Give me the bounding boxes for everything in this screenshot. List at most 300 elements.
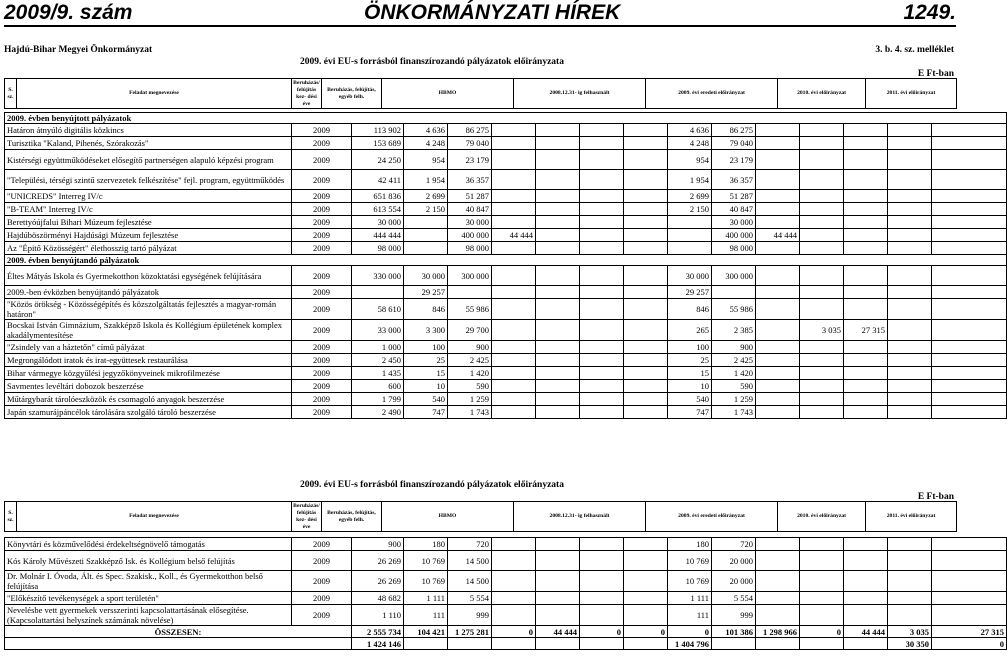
col-2010-2: 2010. évi előirányzat <box>778 502 866 532</box>
value-cell: 720 <box>448 538 492 551</box>
total-cell: 1 298 966 <box>756 626 800 638</box>
col-2011: 2011. évi előirányzat <box>866 79 957 109</box>
value-cell <box>888 592 932 605</box>
value-cell <box>580 354 624 367</box>
col-year: Beruházás/ felújítás kez- dési éve <box>293 79 320 107</box>
value-cell <box>624 393 668 406</box>
value-cell: 55 986 <box>448 299 492 320</box>
value-cell <box>888 367 932 380</box>
value-cell: 590 <box>712 380 756 393</box>
value-cell <box>580 393 624 406</box>
projects-table-2 <box>4 537 1007 650</box>
start-year: 2009 <box>292 216 352 229</box>
total-cell: 0 <box>492 626 536 638</box>
value-cell: 30 000 <box>712 216 756 229</box>
value-cell <box>844 286 888 299</box>
start-year: 2009 <box>292 203 352 216</box>
value-cell <box>932 150 1007 170</box>
value-cell <box>624 190 668 203</box>
value-cell <box>800 299 844 320</box>
value-cell: 36 357 <box>448 170 492 190</box>
value-cell <box>756 605 800 626</box>
value-cell: 44 444 <box>492 229 536 242</box>
value-cell: 720 <box>712 538 756 551</box>
value-cell <box>492 551 536 571</box>
value-cell <box>580 124 624 137</box>
value-cell: 111 <box>668 605 712 626</box>
col-name-2: Feladat megnevezése <box>17 502 292 532</box>
value-cell <box>888 380 932 393</box>
total-cell-2 <box>624 638 668 650</box>
start-year: 2009 <box>292 124 352 137</box>
task-name: Műtárgybarát tárolóeszközök és csomagoló anyagok beszerzése <box>5 393 292 406</box>
total-label: ÖSSZESEN: <box>5 626 352 638</box>
value-cell <box>844 571 888 592</box>
table-row <box>5 393 1007 406</box>
value-cell: 98 000 <box>712 242 756 255</box>
value-cell <box>844 406 888 419</box>
value-cell <box>624 150 668 170</box>
value-cell <box>404 242 448 255</box>
value-cell: 33 000 <box>352 320 404 341</box>
value-cell: 300 000 <box>712 266 756 286</box>
value-cell: 590 <box>448 380 492 393</box>
publication-title: ÖNKORMÁNYZATI HÍREK <box>364 1 621 24</box>
value-cell: 1 259 <box>448 393 492 406</box>
value-cell: 747 <box>404 406 448 419</box>
value-cell <box>536 190 580 203</box>
value-cell <box>756 170 800 190</box>
start-year: 2009 <box>292 229 352 242</box>
value-cell: 30 000 <box>404 266 448 286</box>
value-cell <box>844 551 888 571</box>
col-sz-2: S. sz. <box>5 502 17 532</box>
start-year: 2009 <box>292 538 352 551</box>
value-cell: 2 490 <box>352 406 404 419</box>
total-cell: 0 <box>624 626 668 638</box>
value-cell <box>756 406 800 419</box>
value-cell: 2 425 <box>712 354 756 367</box>
table-row <box>5 406 1007 419</box>
value-cell: 20 000 <box>712 551 756 571</box>
value-cell: 1 111 <box>668 592 712 605</box>
value-cell: 540 <box>668 393 712 406</box>
value-cell <box>580 190 624 203</box>
start-year: 2009 <box>292 341 352 354</box>
value-cell: 20 000 <box>712 571 756 592</box>
value-cell <box>800 571 844 592</box>
start-year: 2009 <box>292 605 352 626</box>
value-cell <box>932 299 1007 320</box>
col-year-2: Beruházás/ felújítás kez- dési éve <box>293 502 320 530</box>
value-cell: 265 <box>668 320 712 341</box>
value-cell: 15 <box>404 367 448 380</box>
start-year: 2009 <box>292 406 352 419</box>
value-cell <box>756 203 800 216</box>
value-cell <box>932 592 1007 605</box>
table-row <box>5 216 1007 229</box>
value-cell: 30 000 <box>352 216 404 229</box>
value-cell <box>800 406 844 419</box>
total-cell-2 <box>800 638 844 650</box>
value-cell <box>888 299 932 320</box>
value-cell <box>800 216 844 229</box>
value-cell <box>624 320 668 341</box>
task-name: "Települési, térségi szintű szervezetek felkészítése" fejl. program, együttműködés <box>5 170 292 190</box>
task-name: "Előkészítő tevékenységek a sport területén" <box>5 592 292 605</box>
value-cell <box>800 538 844 551</box>
value-cell <box>624 571 668 592</box>
value-cell: 36 357 <box>712 170 756 190</box>
value-cell <box>756 367 800 380</box>
value-cell: 30 000 <box>668 266 712 286</box>
table-row <box>5 150 1007 170</box>
value-cell <box>932 380 1007 393</box>
value-cell: 1 435 <box>352 367 404 380</box>
value-cell <box>888 571 932 592</box>
value-cell <box>536 341 580 354</box>
start-year: 2009 <box>292 150 352 170</box>
value-cell <box>624 286 668 299</box>
value-cell <box>352 286 404 299</box>
value-cell <box>932 571 1007 592</box>
value-cell: 10 <box>404 380 448 393</box>
value-cell <box>580 299 624 320</box>
task-name: 2009.-ben évközben benyújtandó pályázatok <box>5 286 292 299</box>
value-cell <box>492 406 536 419</box>
value-cell <box>492 341 536 354</box>
total-cell-2: 0 <box>932 638 1007 650</box>
value-cell: 4 248 <box>668 137 712 150</box>
table-row <box>5 190 1007 203</box>
start-year: 2009 <box>292 393 352 406</box>
table-row <box>5 286 1007 299</box>
page-header <box>4 2 956 24</box>
value-cell: 98 000 <box>448 242 492 255</box>
value-cell <box>580 592 624 605</box>
value-cell <box>932 538 1007 551</box>
value-cell: 10 769 <box>404 551 448 571</box>
value-cell <box>536 229 580 242</box>
table-row <box>5 592 1007 605</box>
value-cell <box>624 242 668 255</box>
task-name: "Közös örökség - Közösségépítés és közszolgáltatás fejlesztés a magyar-román határon" <box>5 299 292 320</box>
table-row <box>5 137 1007 150</box>
value-cell <box>536 286 580 299</box>
total-cell: 0 <box>580 626 624 638</box>
total-cell: 44 444 <box>536 626 580 638</box>
value-cell <box>756 551 800 571</box>
value-cell: 1 743 <box>448 406 492 419</box>
col-hbmo-2: HBMO <box>382 502 514 532</box>
value-cell <box>492 137 536 150</box>
section-heading: 2009. évben benyújtandó pályázatok <box>5 255 1007 266</box>
value-cell <box>624 137 668 150</box>
total-cell-2: 1 424 146 <box>352 638 404 650</box>
value-cell <box>932 605 1007 626</box>
value-cell <box>492 393 536 406</box>
value-cell <box>800 266 844 286</box>
value-cell <box>932 170 1007 190</box>
task-name: "B-TEAM" Interreg IV/c <box>5 203 292 216</box>
section-heading: 2009. évben benyújtott pályázatok <box>5 113 1007 124</box>
value-cell <box>492 320 536 341</box>
value-cell <box>536 170 580 190</box>
value-cell: 111 <box>404 605 448 626</box>
value-cell <box>492 190 536 203</box>
table-row <box>5 266 1007 286</box>
value-cell: 444 444 <box>352 229 404 242</box>
table-row <box>5 299 1007 320</box>
value-cell: 10 <box>668 380 712 393</box>
task-name: Japán szamurájpáncélok tárolására szolgáló tároló beszerzése <box>5 406 292 419</box>
value-cell: 10 769 <box>404 571 448 592</box>
value-cell <box>800 137 844 150</box>
value-cell: 29 700 <box>448 320 492 341</box>
value-cell <box>888 341 932 354</box>
task-name: Berettyóújfalui Bihari Múzeum fejlesztése <box>5 216 292 229</box>
value-cell <box>888 551 932 571</box>
value-cell <box>932 190 1007 203</box>
value-cell <box>756 341 800 354</box>
value-cell <box>536 605 580 626</box>
total-cell-2 <box>844 638 888 650</box>
unit-label: E Ft-ban <box>917 69 954 79</box>
value-cell <box>756 538 800 551</box>
value-cell: 1 111 <box>404 592 448 605</box>
table-header-1 <box>4 78 957 109</box>
value-cell <box>492 203 536 216</box>
table-row <box>5 124 1007 137</box>
value-cell <box>580 380 624 393</box>
value-cell <box>712 286 756 299</box>
value-cell <box>536 406 580 419</box>
col-orig-2: 2009. évi eredeti előirányzat <box>646 502 778 532</box>
value-cell <box>536 592 580 605</box>
value-cell: 999 <box>448 605 492 626</box>
value-cell <box>844 367 888 380</box>
total-cell-2 <box>448 638 492 650</box>
total-cell: 0 <box>800 626 844 638</box>
value-cell: 900 <box>712 341 756 354</box>
value-cell <box>624 124 668 137</box>
value-cell <box>756 592 800 605</box>
value-cell: 23 179 <box>712 150 756 170</box>
header-rule <box>4 25 956 27</box>
value-cell <box>492 286 536 299</box>
value-cell <box>536 150 580 170</box>
value-cell <box>932 406 1007 419</box>
page-number: 1249. <box>903 1 956 24</box>
col-orig: 2009. évi eredeti előirányzat <box>646 79 778 109</box>
value-cell: 42 411 <box>352 170 404 190</box>
value-cell: 613 554 <box>352 203 404 216</box>
total-cell-2 <box>404 638 448 650</box>
value-cell: 1 420 <box>712 367 756 380</box>
value-cell <box>756 242 800 255</box>
value-cell <box>580 551 624 571</box>
value-cell <box>536 571 580 592</box>
value-cell <box>580 341 624 354</box>
value-cell <box>756 286 800 299</box>
table-row <box>5 229 1007 242</box>
value-cell <box>932 393 1007 406</box>
value-cell: 5 554 <box>712 592 756 605</box>
value-cell <box>844 190 888 203</box>
value-cell: 79 040 <box>712 137 756 150</box>
value-cell <box>844 354 888 367</box>
start-year: 2009 <box>292 170 352 190</box>
value-cell: 2 385 <box>712 320 756 341</box>
value-cell <box>800 605 844 626</box>
table-row <box>5 203 1007 216</box>
value-cell: 954 <box>404 150 448 170</box>
task-name: Bocskai István Gimnázium, Szakképző Iskola és Kollégium épületének komplex akadálymentesítése <box>5 320 292 341</box>
start-year: 2009 <box>292 571 352 592</box>
total-cell: 104 421 <box>404 626 448 638</box>
col-used-2: 2008.12.31- ig felhasznált <box>514 502 646 532</box>
appendix-label: 3. b. 4. sz. melléklet <box>875 45 954 55</box>
total-cell-2 <box>712 638 756 650</box>
table-row <box>5 242 1007 255</box>
value-cell <box>404 216 448 229</box>
value-cell <box>536 354 580 367</box>
value-cell <box>844 124 888 137</box>
value-cell: 15 <box>668 367 712 380</box>
total-cell-2 <box>536 638 580 650</box>
value-cell <box>536 380 580 393</box>
task-name: Bihar vármegye közgyűlési jegyzőkönyveinek mikrofilmezése <box>5 367 292 380</box>
value-cell: 1 000 <box>352 341 404 354</box>
col-2010: 2010. évi előirányzat <box>778 79 866 109</box>
value-cell <box>580 605 624 626</box>
value-cell <box>492 571 536 592</box>
value-cell: 58 610 <box>352 299 404 320</box>
value-cell: 25 <box>668 354 712 367</box>
value-cell: 25 <box>404 354 448 367</box>
value-cell <box>888 216 932 229</box>
value-cell: 29 257 <box>668 286 712 299</box>
value-cell <box>932 242 1007 255</box>
total-cell: 1 275 281 <box>448 626 492 638</box>
value-cell <box>932 124 1007 137</box>
col-budget-2: Beruházás, felújítás, egyéb felh. <box>322 502 382 532</box>
projects-table-1 <box>4 112 1007 419</box>
section-heading-row <box>5 113 1007 124</box>
value-cell: 2 425 <box>448 354 492 367</box>
value-cell <box>888 150 932 170</box>
total-cell-2: 30 350 <box>888 638 932 650</box>
value-cell: 100 <box>668 341 712 354</box>
value-cell: 98 000 <box>352 242 404 255</box>
value-cell <box>536 551 580 571</box>
value-cell: 4 248 <box>404 137 448 150</box>
table-row <box>5 354 1007 367</box>
value-cell <box>932 216 1007 229</box>
value-cell: 540 <box>404 393 448 406</box>
value-cell <box>580 266 624 286</box>
value-cell: 1 743 <box>712 406 756 419</box>
value-cell: 48 682 <box>352 592 404 605</box>
value-cell <box>932 266 1007 286</box>
value-cell <box>536 242 580 255</box>
value-cell <box>756 137 800 150</box>
value-cell: 900 <box>448 341 492 354</box>
table-row <box>5 341 1007 354</box>
value-cell: 4 636 <box>404 124 448 137</box>
value-cell <box>580 150 624 170</box>
value-cell: 86 275 <box>712 124 756 137</box>
value-cell <box>932 320 1007 341</box>
value-cell <box>668 216 712 229</box>
value-cell: 10 769 <box>668 551 712 571</box>
value-cell <box>536 538 580 551</box>
table-row <box>5 551 1007 571</box>
value-cell <box>624 354 668 367</box>
value-cell <box>580 170 624 190</box>
value-cell <box>932 551 1007 571</box>
value-cell <box>536 266 580 286</box>
value-cell <box>800 354 844 367</box>
task-name: "UNICREDS" Interreg IV/c <box>5 190 292 203</box>
value-cell <box>756 571 800 592</box>
value-cell <box>888 266 932 286</box>
value-cell: 2 150 <box>668 203 712 216</box>
value-cell <box>580 137 624 150</box>
value-cell: 51 287 <box>448 190 492 203</box>
value-cell <box>756 216 800 229</box>
task-name: Könyvtári és közművelődési érdekeltségnövelő támogatás <box>5 538 292 551</box>
value-cell <box>800 551 844 571</box>
value-cell <box>536 367 580 380</box>
value-cell <box>756 299 800 320</box>
value-cell <box>844 605 888 626</box>
value-cell <box>580 367 624 380</box>
value-cell <box>492 367 536 380</box>
value-cell: 2 699 <box>404 190 448 203</box>
value-cell: 30 000 <box>448 216 492 229</box>
value-cell: 954 <box>668 150 712 170</box>
value-cell <box>844 592 888 605</box>
value-cell <box>888 393 932 406</box>
value-cell <box>888 320 932 341</box>
value-cell <box>536 137 580 150</box>
value-cell <box>624 299 668 320</box>
value-cell <box>888 538 932 551</box>
value-cell: 2 450 <box>352 354 404 367</box>
value-cell <box>932 367 1007 380</box>
task-name: Hajdúböszörményi Hajdúsági Múzeum fejlesztése <box>5 229 292 242</box>
value-cell <box>800 190 844 203</box>
value-cell: 747 <box>668 406 712 419</box>
table-row <box>5 170 1007 190</box>
value-cell <box>668 229 712 242</box>
value-cell <box>888 229 932 242</box>
value-cell <box>844 137 888 150</box>
value-cell <box>580 242 624 255</box>
value-cell <box>844 341 888 354</box>
task-name: Kós Károly Művészeti Szakképző Isk. és Kollégium belső felújítás <box>5 551 292 571</box>
value-cell <box>888 170 932 190</box>
value-cell <box>492 592 536 605</box>
value-cell <box>536 203 580 216</box>
value-cell <box>492 242 536 255</box>
value-cell <box>624 229 668 242</box>
total-cell: 0 <box>668 626 712 638</box>
total-cell: 44 444 <box>844 626 888 638</box>
task-name: Éltes Mátyás Iskola és Gyermekotthon közoktatási egységének felújítására <box>5 266 292 286</box>
start-year: 2009 <box>292 320 352 341</box>
